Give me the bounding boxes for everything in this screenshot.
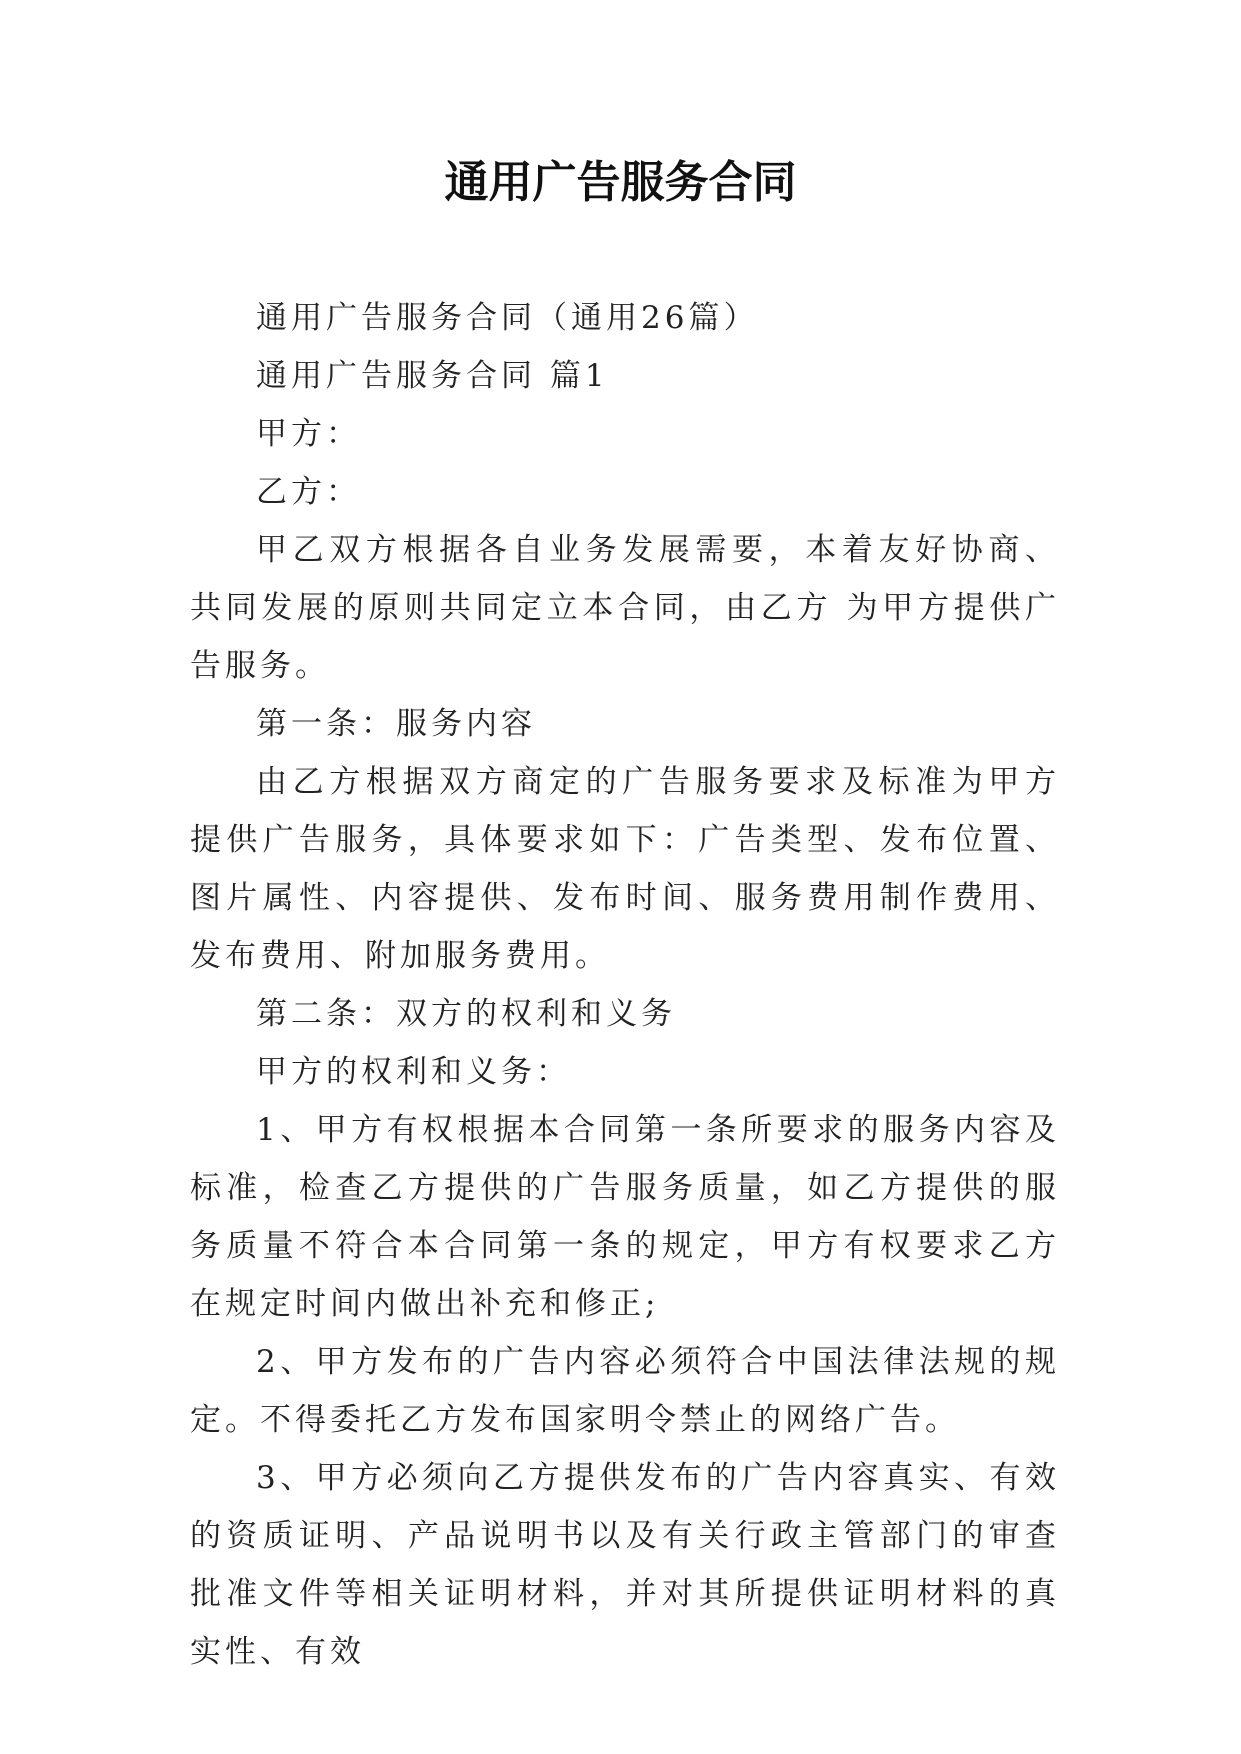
paragraph-clause-1: 1、甲方有权根据本合同第一条所要求的服务内容及标准，检查乙方提供的广告服务质量，如乙方提供的服务质量不符合本合同第一条的规定，甲方有权要求乙方在规定时间内做出补充和修正; xyxy=(190,1112,1060,1322)
paragraph-article-2-heading: 第二条：双方的权利和义务 xyxy=(256,996,676,1032)
paragraph-article-1-heading: 第一条：服务内容 xyxy=(256,706,536,742)
paragraph-preamble: 甲乙双方根据各自业务发展需要，本着友好协商、共同发展的原则共同定立本合同，由乙方 为甲方提供广告服务。 xyxy=(190,532,1060,684)
paragraph-clause-2: 2、甲方发布的广告内容必须符合中国法律法规的规定。不得委托乙方发布国家明令禁止的网络广告。 xyxy=(190,1344,1060,1438)
paragraph-article-1-body: 由乙方根据双方商定的广告服务要求及标准为甲方提供广告服务，具体要求如下：广告类型、发布位置、图片属性、内容提供、发布时间、服务费用制作费用、发布费用、附加服务费用。 xyxy=(190,764,1060,974)
paragraph-section-heading: 通用广告服务合同 篇1 xyxy=(256,358,609,394)
paragraph-party-b: 乙方： xyxy=(256,474,361,510)
paragraph-party-a-rights-heading: 甲方的权利和义务： xyxy=(256,1054,571,1090)
document-title: 通用广告服务合同 xyxy=(444,157,797,208)
paragraph-subtitle: 通用广告服务合同（通用26篇） xyxy=(256,300,759,336)
paragraph-clause-3: 3、甲方必须向乙方提供发布的广告内容真实、有效的资质证明、产品说明书以及有关行政主管部门的审查批准文件等相关证明材料，并对其所提供证明材料的真实性、有效 xyxy=(190,1460,1060,1670)
paragraph-party-a: 甲方： xyxy=(256,416,361,452)
document-body xyxy=(190,289,1060,1681)
